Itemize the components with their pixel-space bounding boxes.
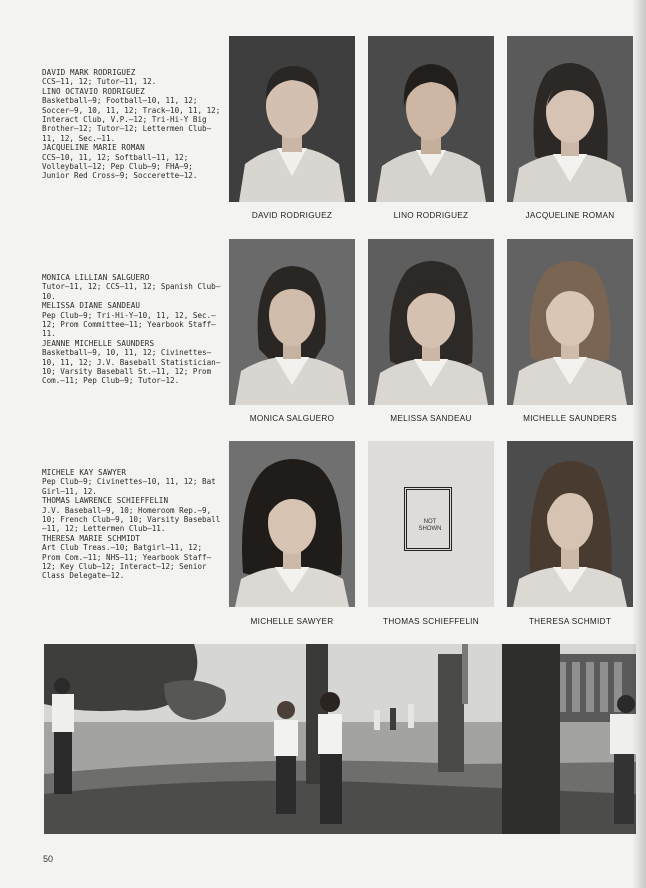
portrait-photo — [368, 239, 494, 405]
bio-activities: Basketball—9, 10, 11, 12; Civinettes—10, 11, 12; J.V. Baseball Statistician—10; Varsity Baseball St.—11, 12; Prom Com.—11; Pep Club—9; Tutor—12. — [42, 348, 221, 386]
bio-block-1 — [42, 68, 224, 181]
page-edge-shadow — [632, 0, 646, 888]
portrait-caption: LINO RODRIGUEZ — [393, 211, 469, 220]
bio-activities: CCS—10, 11, 12; Softball—11, 12; Volleyball—12; Pep Club—9; FHA—9; Junior Red Cross—9; Soccerette—12. — [42, 152, 198, 181]
bio-activities: Art Club Treas.—10; Batgirl—11, 12; Prom Com.—11; NHS—11; Yearbook Staff—12; Key Club—12; Interact—12; Senior Class Delegate—12. — [42, 543, 212, 581]
bio-activities: Pep Club—9; Civinettes—10, 11, 12; Bat Girl—11, 12. — [42, 477, 216, 496]
bio-activities: Basketball—9; Football—10, 11, 12; Soccer—9, 10, 11, 12; Track—10, 11, 12; Interact Club, V.P.—12; Tri-Hi-Y Big Brother—12; Tutor—12; Lettermen Club—11, 12, Sec.—11. — [42, 96, 221, 143]
portrait-photo — [229, 239, 355, 405]
bio-activities: J.V. Baseball—9, 10; Homeroom Rep.—9, 10; French Club—9, 10; Varsity Baseball—11, 12; Lettermen Club—11. — [42, 505, 221, 534]
portrait-caption: MONICA SALGUERO — [249, 414, 335, 423]
bio-activities: CCS—11, 12; Tutor—11, 12. — [42, 77, 157, 87]
portrait-photo — [368, 36, 494, 202]
portrait-caption: JACQUELINE ROMAN — [525, 211, 615, 220]
portrait-caption: MELISSA SANDEAU — [390, 414, 472, 423]
bio-name: LINO OCTAVIO RODRIGUEZ — [42, 86, 145, 96]
candid-campus-photo — [44, 644, 636, 834]
portrait-caption: MICHELLE SAWYER — [250, 617, 334, 626]
not-shown-label: NOT SHOWN — [418, 519, 442, 532]
portrait-caption: THOMAS SCHIEFFELIN — [383, 617, 479, 626]
portrait-photo — [507, 441, 633, 607]
bio-activities: Pep Club—9; Tri-Hi-Y—10, 11, 12, Sec.—12; Prom Committee—11; Yearbook Staff—11. — [42, 310, 216, 339]
portrait-photo — [229, 441, 355, 607]
portrait-photo — [507, 36, 633, 202]
portrait-photo — [507, 239, 633, 405]
bio-activities: Tutor—11, 12; CCS—11, 12; Spanish Club—10. — [42, 282, 221, 301]
bio-name: JACQUELINE MARIE ROMAN — [42, 143, 145, 153]
bio-name: JEANNE MICHELLE SAUNDERS — [42, 338, 155, 348]
not-shown-placeholder — [368, 441, 494, 607]
portrait-caption: MICHELLE SAUNDERS — [523, 414, 617, 423]
bio-block-3 — [42, 468, 224, 581]
bio-name: THERESA MARIE SCHMIDT — [42, 533, 141, 543]
portrait-photo — [229, 36, 355, 202]
bio-name: THOMAS LAWRENCE SCHIEFFELIN — [42, 496, 169, 506]
bio-name: MELISSA DIANE SANDEAU — [42, 301, 141, 311]
portrait-caption: DAVID RODRIGUEZ — [251, 211, 333, 220]
bio-block-2 — [42, 273, 224, 386]
bio-name: DAVID MARK RODRIGUEZ — [42, 68, 136, 77]
bio-name: MICHELE KAY SAWYER — [42, 468, 127, 477]
portrait-caption: THERESA SCHMIDT — [528, 617, 612, 626]
page-number: 50 — [43, 854, 54, 864]
bio-name: MONICA LILLIAN SALGUERO — [42, 273, 150, 282]
